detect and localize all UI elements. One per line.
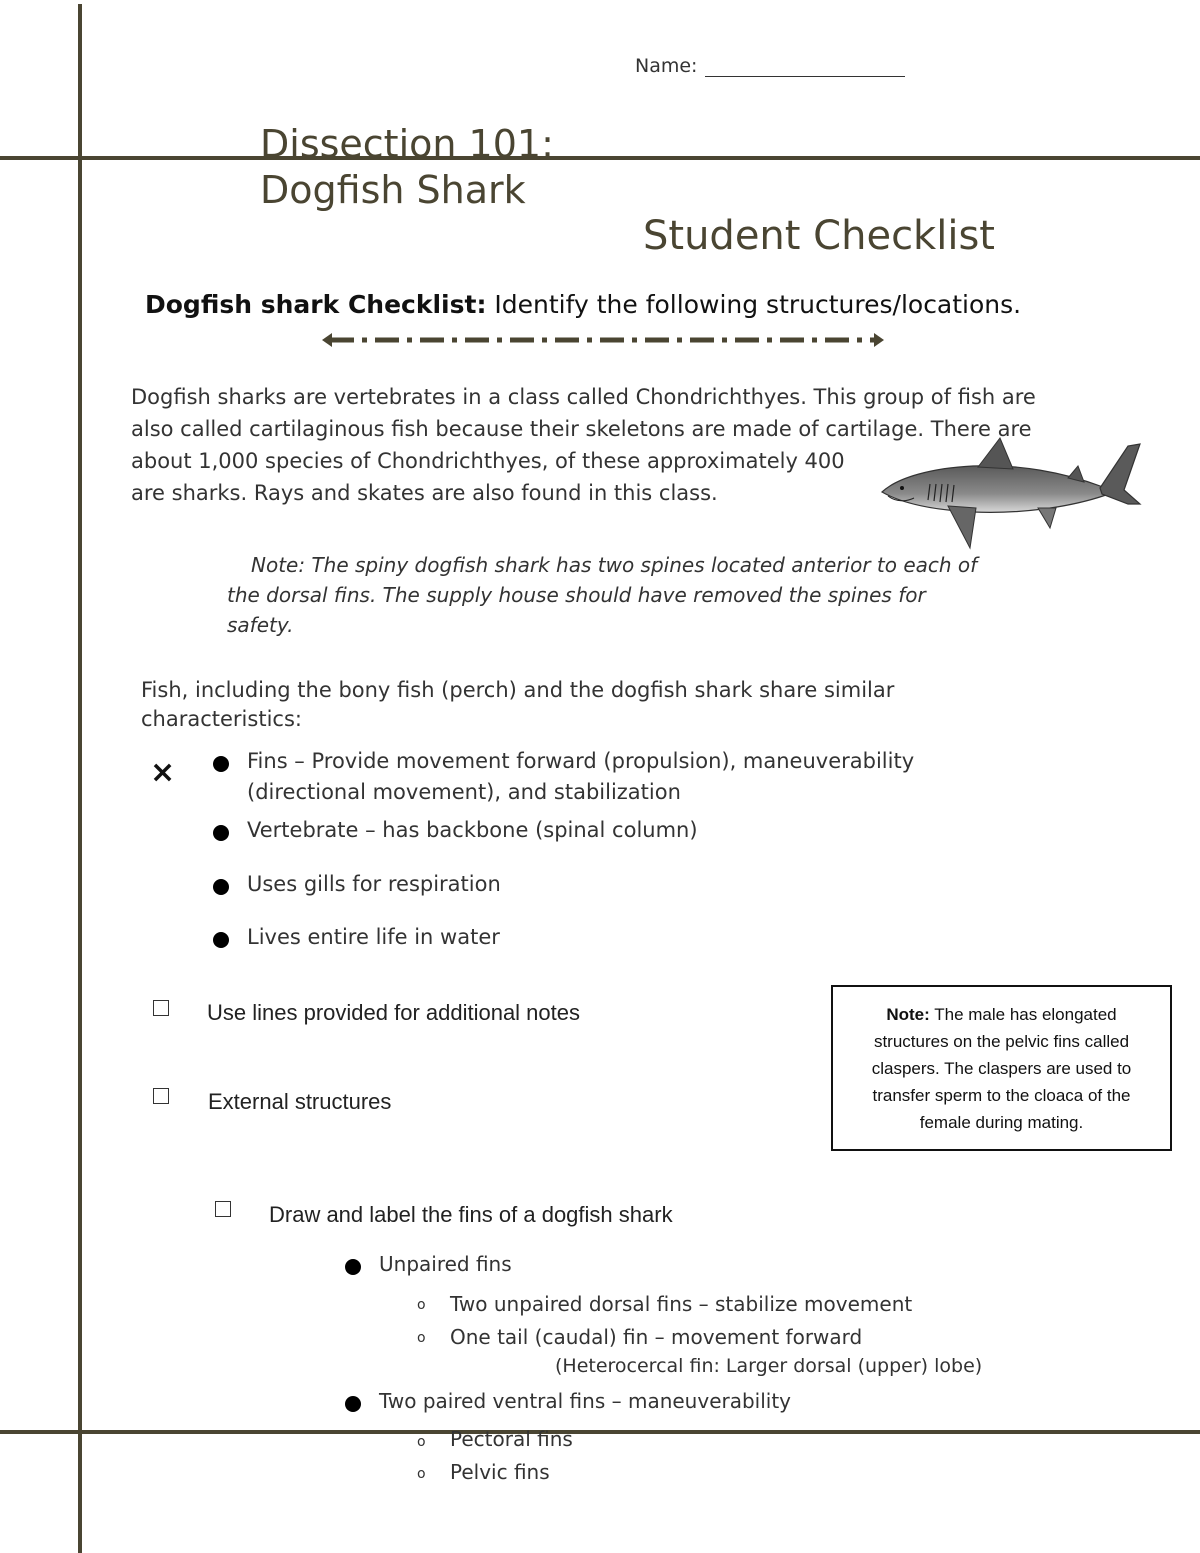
bullet-icon — [213, 825, 229, 841]
characteristic-item — [247, 746, 914, 807]
intro-line-3: about 1,000 species of Chondrichthyes, of these approximately 400 — [131, 449, 845, 473]
bullet-icon — [213, 932, 229, 948]
notes-check-label: Use lines provided for additional notes — [207, 1000, 581, 1025]
pelvic-fins-item: Pelvic fins — [450, 1460, 550, 1484]
vertical-rule — [78, 4, 82, 1553]
spine-note-line-2: the dorsal fins. The supply house should have removed the spines for — [227, 583, 926, 607]
sub-bullet-icon: o — [417, 1330, 426, 1346]
x-mark-icon: × — [150, 755, 176, 790]
characteristic-item: Vertebrate – has backbone (spinal column) — [247, 818, 698, 842]
unpaired-fins-item: Unpaired fins — [379, 1252, 512, 1276]
name-blank-line[interactable] — [705, 58, 905, 77]
checklist-heading — [145, 290, 1021, 319]
spine-note-line-1: Note: The spiny dogfish shark has two spines located anterior to each of — [251, 553, 978, 577]
spine-note — [227, 550, 977, 640]
intro-line-1: Dogfish sharks are vertebrates in a class called Chondrichthyes. This group of fish are — [131, 385, 1036, 409]
spine-note-line-3: safety. — [227, 613, 294, 637]
characteristic-item: Lives entire life in water — [247, 925, 500, 949]
dash-dot-divider — [320, 330, 886, 350]
title-line-2: Dogfish Shark — [260, 168, 526, 212]
male-note-bold: Note: — [886, 1005, 930, 1024]
tail-fin-item: One tail (caudal) fin – movement forward — [450, 1325, 863, 1349]
intro-line-4: are sharks. Rays and skates are also found in this class. — [131, 481, 718, 505]
checklist-heading-rest: Identify the following structures/locations. — [486, 290, 1022, 319]
bottom-horizontal-rule — [0, 1430, 1200, 1434]
characteristic-fins-line-1: Fins – Provide movement forward (propulsion), maneuverability — [247, 749, 915, 773]
dorsal-fins-item: Two unpaired dorsal fins – stabilize movement — [450, 1292, 913, 1316]
sub-bullet-icon: o — [417, 1434, 426, 1450]
sub-bullet-icon: o — [417, 1297, 426, 1313]
characteristics-intro-line-2: characteristics: — [141, 707, 302, 731]
bullet-icon — [213, 756, 229, 772]
checklist-heading-bold: Dogfish shark Checklist: — [145, 290, 487, 319]
page-subtitle: Student Checklist — [643, 213, 995, 259]
characteristics-intro — [141, 676, 894, 734]
external-structures-label: External structures — [208, 1089, 392, 1114]
bullet-icon — [345, 1396, 361, 1412]
characteristic-fins-line-2: (directional movement), and stabilization — [247, 780, 681, 804]
characteristic-item: Uses gills for respiration — [247, 872, 501, 896]
pectoral-fins-item: Pectoral fins — [450, 1427, 573, 1451]
page-title — [260, 121, 554, 213]
name-label: Name: — [635, 55, 698, 77]
name-field[interactable] — [635, 55, 905, 77]
draw-fins-checkbox[interactable] — [215, 1201, 231, 1217]
paired-fins-item: Two paired ventral fins – maneuverability — [379, 1389, 792, 1413]
draw-fins-label: Draw and label the fins of a dogfish shark — [269, 1202, 673, 1227]
notes-checkbox[interactable] — [153, 1000, 169, 1016]
heterocercal-note: (Heterocercal fin: Larger dorsal (upper) lobe) — [555, 1355, 983, 1377]
male-note-text: The male has elongated structures on the pelvic fins called claspers. The claspers are used to transfer sperm to the cloaca of the female during mating. — [871, 1005, 1132, 1132]
title-line-1: Dissection 101: — [260, 122, 554, 166]
characteristics-intro-line-1: Fish, including the bony fish (perch) and the dogfish shark share similar — [141, 678, 895, 702]
sub-bullet-icon: o — [417, 1466, 426, 1482]
male-note-box — [831, 985, 1172, 1151]
intro-line-2: also called cartilaginous fish because their skeletons are made of cartilage. There are — [131, 417, 1032, 441]
shark-illustration — [878, 432, 1144, 554]
external-structures-checkbox[interactable] — [153, 1088, 169, 1104]
top-horizontal-rule — [0, 156, 1200, 160]
bullet-icon — [213, 879, 229, 895]
bullet-icon — [345, 1259, 361, 1275]
